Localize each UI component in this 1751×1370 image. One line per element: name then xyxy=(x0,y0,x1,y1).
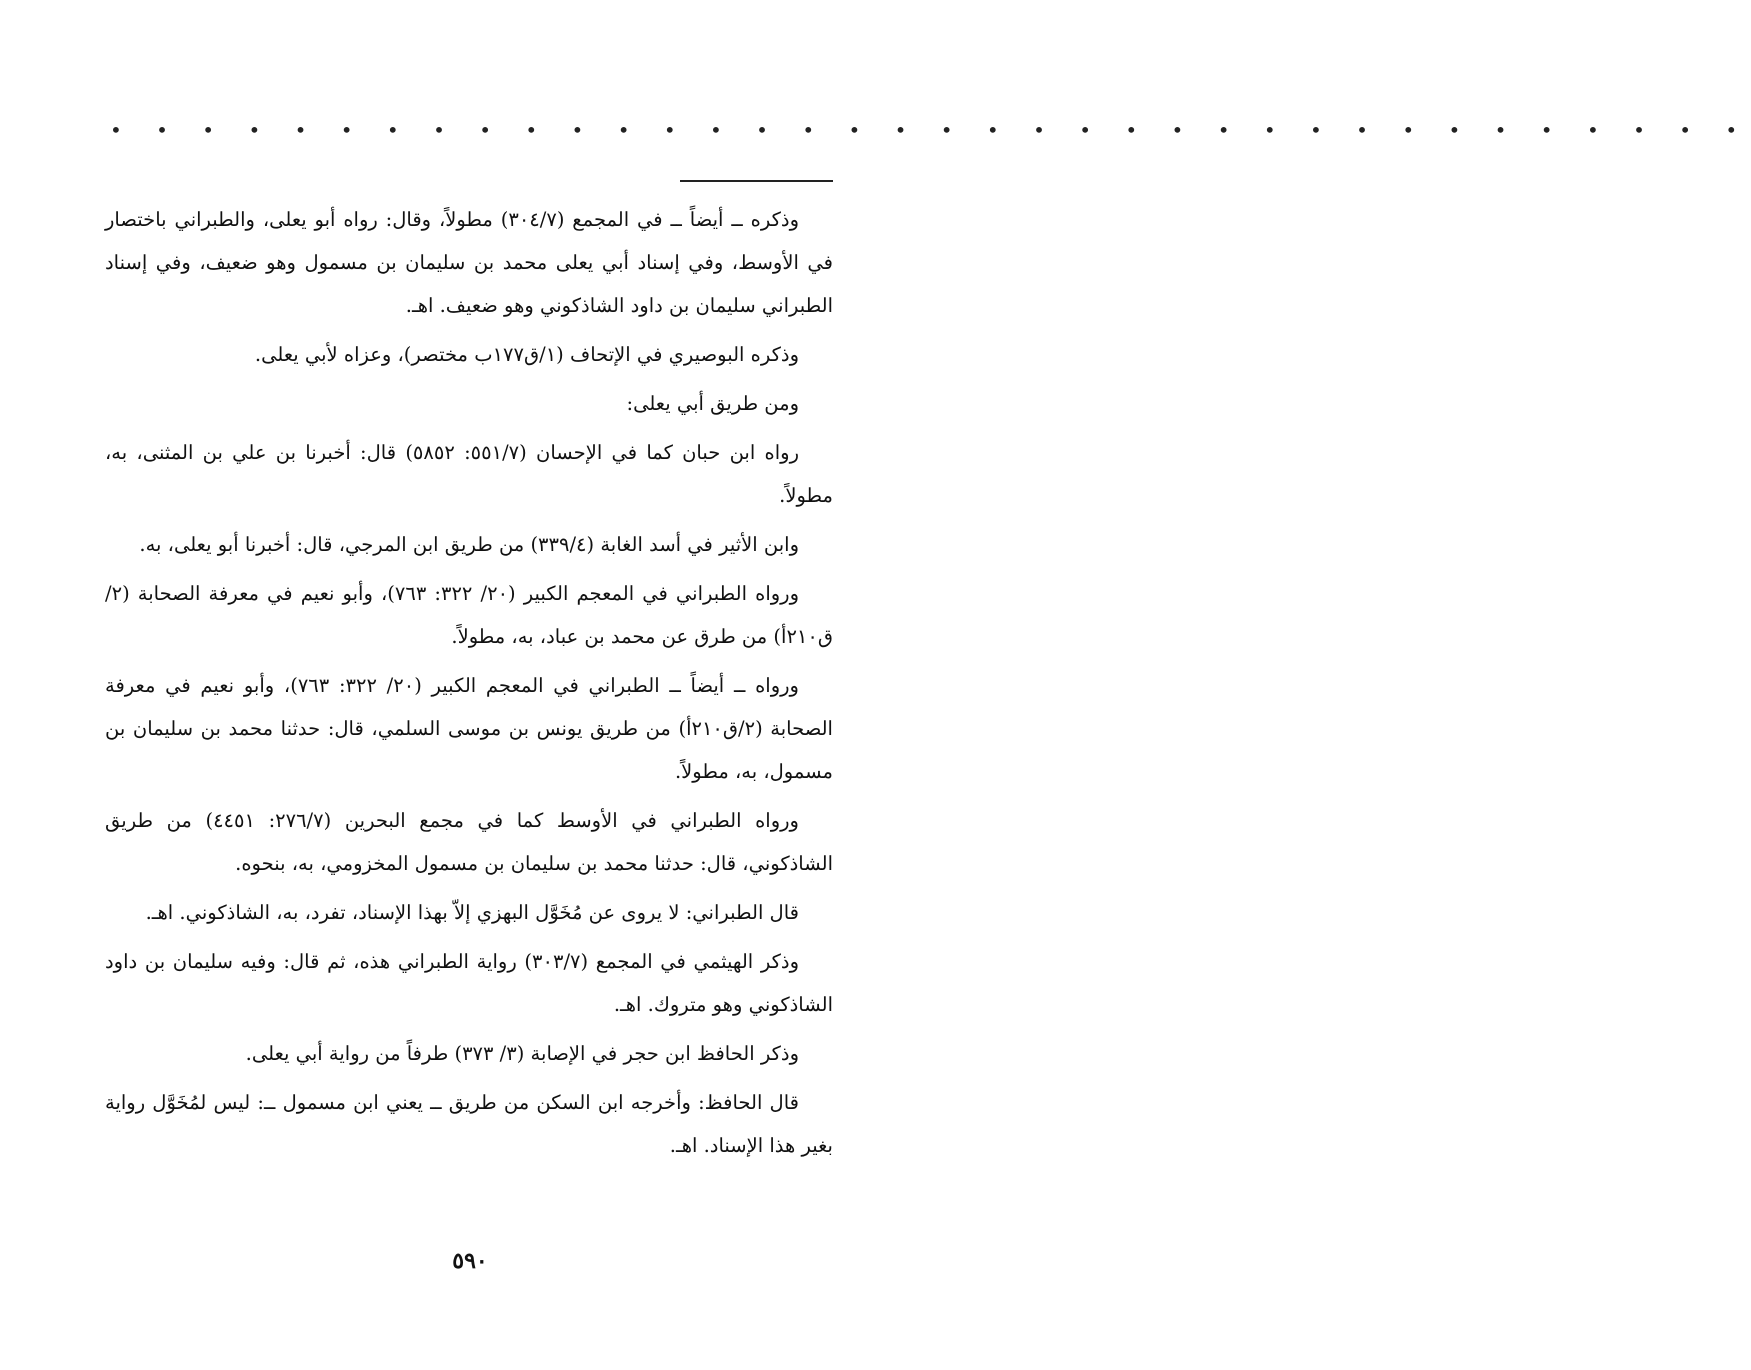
paragraph: ورواه الطبراني في المعجم الكبير (٢٠/ ٣٢٢: ٧٦٣)، وأبو نعيم في معرفة الصحابة (٢/ق٢١٠أ) من طرق عن محمد بن عباد، به، مطولاً. xyxy=(105,582,833,648)
paragraph: ورواه ــ أيضاً ــ الطبراني في المعجم الكبير (٢٠/ ٣٢٢: ٧٦٣)، وأبو نعيم في معرفة الصحابة (٢/ق٢١٠أ) من طريق يونس بن موسى السلمي، قال: حدثنا محمد بن سليمان بن مسمول، به، مطولاً. xyxy=(105,674,833,783)
paragraph: وذكره البوصيري في الإتحاف (١/ق١٧٧ب مختصر)، وعزاه لأبي يعلى. xyxy=(254,343,799,366)
paragraph: قال الطبراني: لا يروى عن مُخَوَّل البهزي إلاّ بهذا الإسناد، تفرد، به، الشاذكوني. اهـ. xyxy=(145,901,799,924)
paragraph: وذكر الحافظ ابن حجر في الإصابة (٣/ ٣٧٣) طرفاً من رواية أبي يعلى. xyxy=(245,1042,799,1065)
page-number: ٥٩٠ xyxy=(452,1248,488,1274)
page-body xyxy=(105,198,833,1173)
separator-dots: • • • • • • • • • • • • • • • • • • • • • • • • • • • • • • • • • • • • xyxy=(110,118,1751,142)
paragraph: وذكر الهيثمي في المجمع (٣٠٣/٧) رواية الطبراني هذه، ثم قال: وفيه سليمان بن داود الشاذكوني وهو متروك. اهـ. xyxy=(105,950,833,1016)
paragraph: قال الحافظ: وأخرجه ابن السكن من طريق ــ يعني ابن مسمول ــ: ليس لمُخَوَّل رواية بغير هذا الإسناد. اهـ. xyxy=(105,1091,833,1157)
paragraph: وابن الأثير في أسد الغابة (٣٣٩/٤) من طريق ابن المرجي، قال: أخبرنا أبو يعلى، به. xyxy=(139,533,799,556)
footnote-rule xyxy=(680,180,833,182)
paragraph: ورواه الطبراني في الأوسط كما في مجمع البحرين (٢٧٦/٧: ٤٤٥١) من طريق الشاذكوني، قال: حدثنا محمد بن سليمان بن مسمول المخزومي، به، بنحوه. xyxy=(105,809,833,875)
paragraph: وذكره ــ أيضاً ــ في المجمع (٣٠٤/٧) مطولاً، وقال: رواه أبو يعلى، والطبراني باختصار في الأوسط، وفي إسناد أبي يعلى محمد بن سليمان بن مسمول وهو ضعيف، وفي إسناد الطبراني سليمان بن داود الشاذكوني وهو ضعيف. اهـ. xyxy=(105,208,833,317)
paragraph: ومن طريق أبي يعلى: xyxy=(626,392,799,415)
paragraph: رواه ابن حبان كما في الإحسان (٥٥١/٧: ٥٨٥٢) قال: أخبرنا بن علي بن المثنى، به، مطولاً. xyxy=(105,441,833,507)
